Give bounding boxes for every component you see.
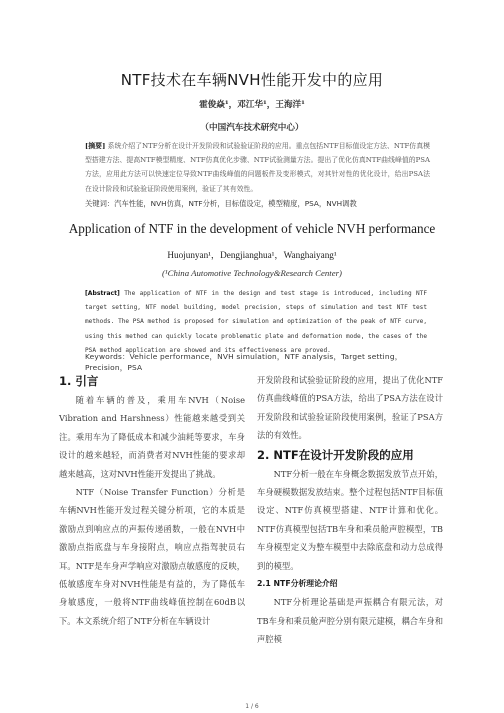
page-number: 1 / 6	[245, 703, 259, 710]
affiliation-cn: （中国汽车技术研究中心）	[200, 123, 304, 133]
abstract-en-text: The application of NTF in the design and test stage is introduced, including NTF target setting, NTF model building, model precision, steps of simulation and test NTF test methods. The PSA method is proposed for simulation and optimization of the peak of NTF curve, using this method can quickly locate problematic plate and deformation mode, the cases of the PSA method application are showed and its effectiveness are proved.	[85, 290, 428, 354]
abstract-en	[85, 287, 427, 358]
body-column-right	[257, 371, 443, 649]
abstract-cn-text: 系统介绍了NTF分析在设计开发阶段和试验验证阶段的应用。重点包括NTF目标值设定方法、NTF仿真模型搭建方法、提高NTF模型精度、NTF仿真优化步骤、NTF试验测量方法。提出了优化仿真NTF曲线峰值的PSA方法，应用此方法可以快速定位导致NTF曲线峰值的问题板件及变形模式，对其针对性的优化设计，给出PSA法在设计阶段和试验验证阶段使用案例，验证了其有效性。	[85, 142, 430, 193]
paper-title: NTF技术在车辆NVH性能开发中的应用	[120, 71, 384, 89]
section-1-paragraph-2: NTF（Noise Transfer Function）分析是车辆NVH性能开发过程关键分析项，它的本质是激励点到响应点的声振传递函数，一般在NVH中激励点指底盘与车身接附点，响应点指驾驶员右耳。NTF是车身声学响应对激励点敏感度的反映，低敏感度车身对NVH性能是有益的，为了降低车身敏感度，一般将NTF曲线峰值控制在60dB以下。本文系统介绍了NTF分析在车辆设计	[59, 487, 245, 626]
section-1-heading: 1. 引言	[59, 374, 99, 388]
abstract-en-label: [Abstract]	[85, 290, 120, 297]
section-2-1-paragraph-1: NTF分析理论基础是声振耦合有限元法，对TB车身和乘员舱声腔分别有限元建模，耦合车身和声腔模	[257, 597, 443, 645]
section-1-paragraph-1: 随着车辆的普及，乘用车NVH（Noise Vibration and Harshness）性能越来越受到关注。乘用车为了降低成本和减少油耗等要求，车身设计的越来越轻，而消费者对NVH性能的要求却越来越高，这对NVH性能开发提出了挑战。	[59, 395, 245, 479]
authors-cn: 霍俊焱¹，邓江华¹，王海洋¹	[199, 100, 305, 110]
abstract-cn-label: [摘要]	[85, 142, 106, 150]
abstract-cn	[85, 139, 430, 196]
section-2-1-heading: 2.1 NTF分析理论介绍	[257, 579, 338, 589]
authors-en: Huojunyan¹，Dengjianghua¹，Wanghaiyang¹	[167, 250, 337, 260]
paper-title-en: Application of NTF in the development of vehicle NVH performance	[68, 221, 436, 236]
keywords-en: Keywords：Vehicle performance，NVH simulation，NTF analysis，Target setting，Precision，PSA	[85, 352, 403, 372]
section-1-paragraph-continued: 开发阶段和试验验证阶段的应用，提出了优化NTF仿真曲线峰值的PSA方法，给出了PSA方法在设计开发阶段和试验验证阶段使用案例，验证了PSA方法的有效性。	[257, 375, 443, 441]
section-2-heading: 2. NTF在设计开发阶段的应用	[257, 447, 414, 462]
keywords-cn: 关键词：汽车性能，NVH仿真，NTF分析，目标值设定，模型精度，PSA，NVH调教	[85, 199, 357, 208]
section-2-paragraph-1: NTF分析一般在车身概念数据发放节点开始，车身硬模数据发放结束。整个过程包括NTF目标值设定、NTF仿真模型搭建、NTF计算和优化。NTF仿真模型包括TB车身和乘员舱声腔模型，TB车身模型定义为整车模型中去除底盘和动力总成得到的模型。	[257, 468, 443, 571]
body-column-left	[59, 371, 245, 630]
affiliation-en: (¹China Automotive Technology&Research Center)	[162, 268, 342, 278]
